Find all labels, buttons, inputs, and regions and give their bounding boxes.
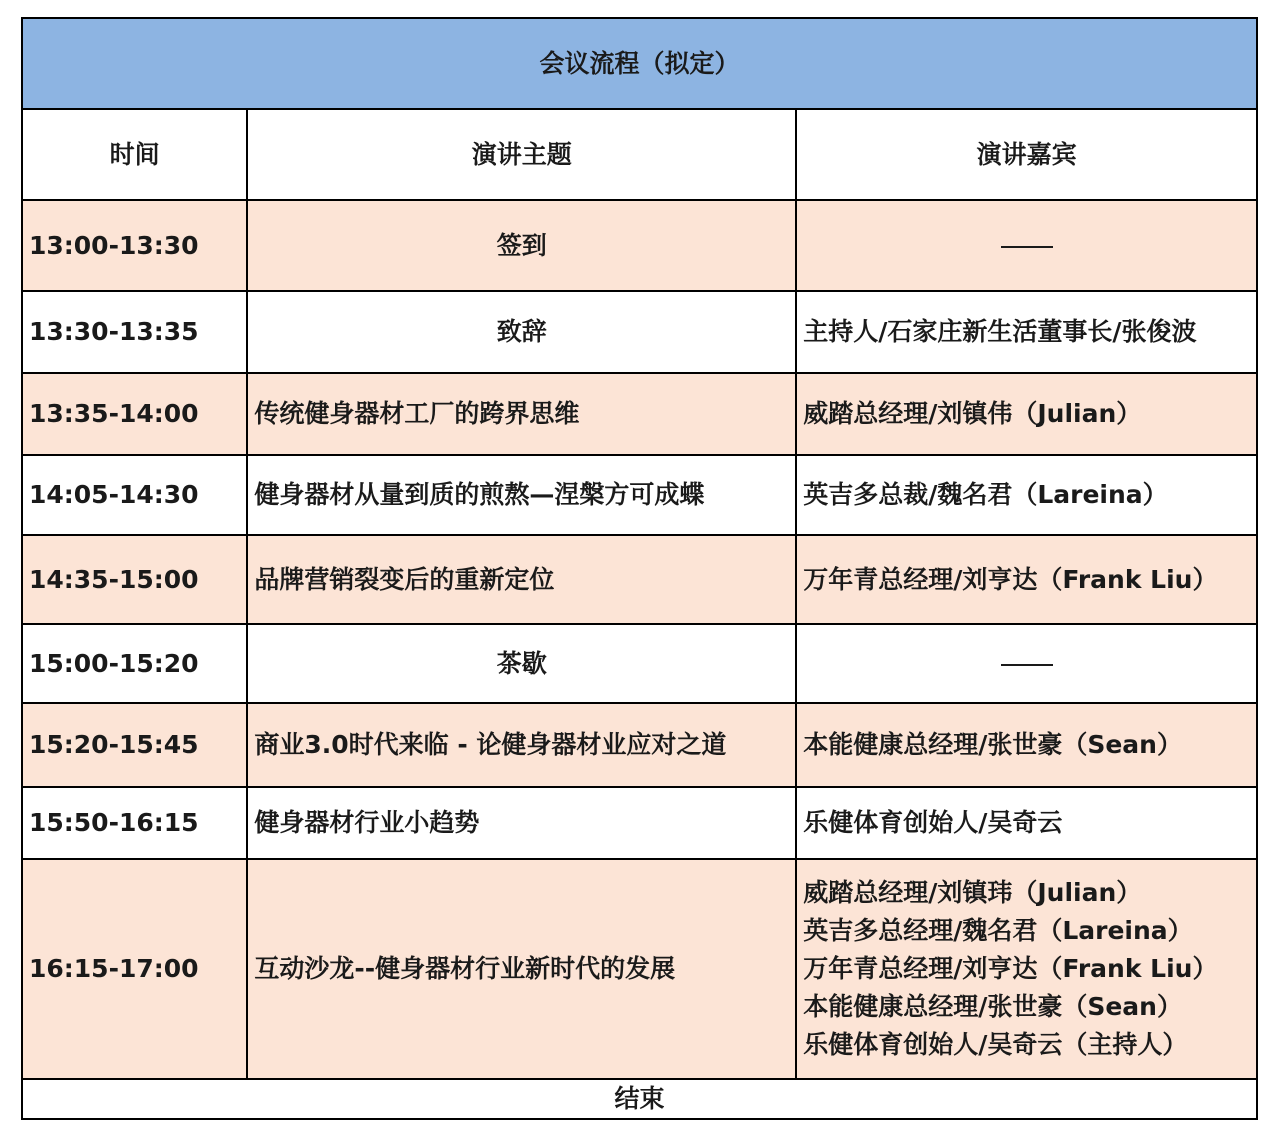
table-row [22,373,1257,455]
row-speaker: 万年青总经理/刘亨达（Frank Liu） [796,535,1257,624]
row-speaker: 威踏总经理/刘镇伟（Julian） [796,373,1257,455]
speaker-line: 英吉多总经理/魏名君（Lareina） [803,916,1193,945]
table-row [22,787,1257,859]
row-time: 15:50-16:15 [22,787,247,859]
row-speaker: 主持人/石家庄新生活董事长/张俊波 [796,291,1257,373]
agenda-table [21,17,1258,1120]
dash-line [1001,664,1053,666]
table-row [22,455,1257,535]
table-row [22,703,1257,787]
row-time: 15:00-15:20 [22,624,247,703]
title-row [22,18,1257,109]
row-topic: 互动沙龙--健身器材行业新时代的发展 [247,859,796,1079]
header-row [22,109,1257,200]
end-label: 结束 [22,1079,1257,1119]
table-title: 会议流程（拟定） [22,18,1257,109]
table-row [22,291,1257,373]
row-time: 14:05-14:30 [22,455,247,535]
table-row [22,200,1257,291]
row-time: 15:20-15:45 [22,703,247,787]
row-speaker: 乐健体育创始人/吴奇云 [796,787,1257,859]
dash-line [1001,246,1053,248]
header-topic: 演讲主题 [247,109,796,200]
header-speaker: 演讲嘉宾 [796,109,1257,200]
row-topic: 传统健身器材工厂的跨界思维 [247,373,796,455]
row-speaker: 本能健康总经理/张世豪（Sean） [796,703,1257,787]
speaker-line: 乐健体育创始人/吴奇云（主持人） [803,1030,1188,1059]
row-topic: 健身器材从量到质的煎熬—涅槃方可成蝶 [247,455,796,535]
row-time: 13:30-13:35 [22,291,247,373]
row-topic: 健身器材行业小趋势 [247,787,796,859]
table-row [22,535,1257,624]
table-row [22,859,1257,1079]
row-topic: 签到 [247,200,796,291]
row-time: 13:00-13:30 [22,200,247,291]
table-row [22,624,1257,703]
row-speaker-list [796,859,1257,1079]
row-topic: 商业3.0时代来临 - 论健身器材业应对之道 [247,703,796,787]
speaker-line: 威踏总经理/刘镇玮（Julian） [803,878,1142,907]
row-speaker-placeholder [796,624,1257,703]
row-time: 14:35-15:00 [22,535,247,624]
header-time: 时间 [22,109,247,200]
row-topic: 品牌营销裂变后的重新定位 [247,535,796,624]
row-time: 16:15-17:00 [22,859,247,1079]
row-topic: 茶歇 [247,624,796,703]
end-row [22,1079,1257,1119]
speaker-line: 本能健康总经理/张世豪（Sean） [803,992,1182,1021]
row-speaker: 英吉多总裁/魏名君（Lareina） [796,455,1257,535]
speaker-line: 万年青总经理/刘亨达（Frank Liu） [803,954,1218,983]
row-speaker-placeholder [796,200,1257,291]
row-time: 13:35-14:00 [22,373,247,455]
agenda-container [21,17,1258,1120]
row-topic: 致辞 [247,291,796,373]
